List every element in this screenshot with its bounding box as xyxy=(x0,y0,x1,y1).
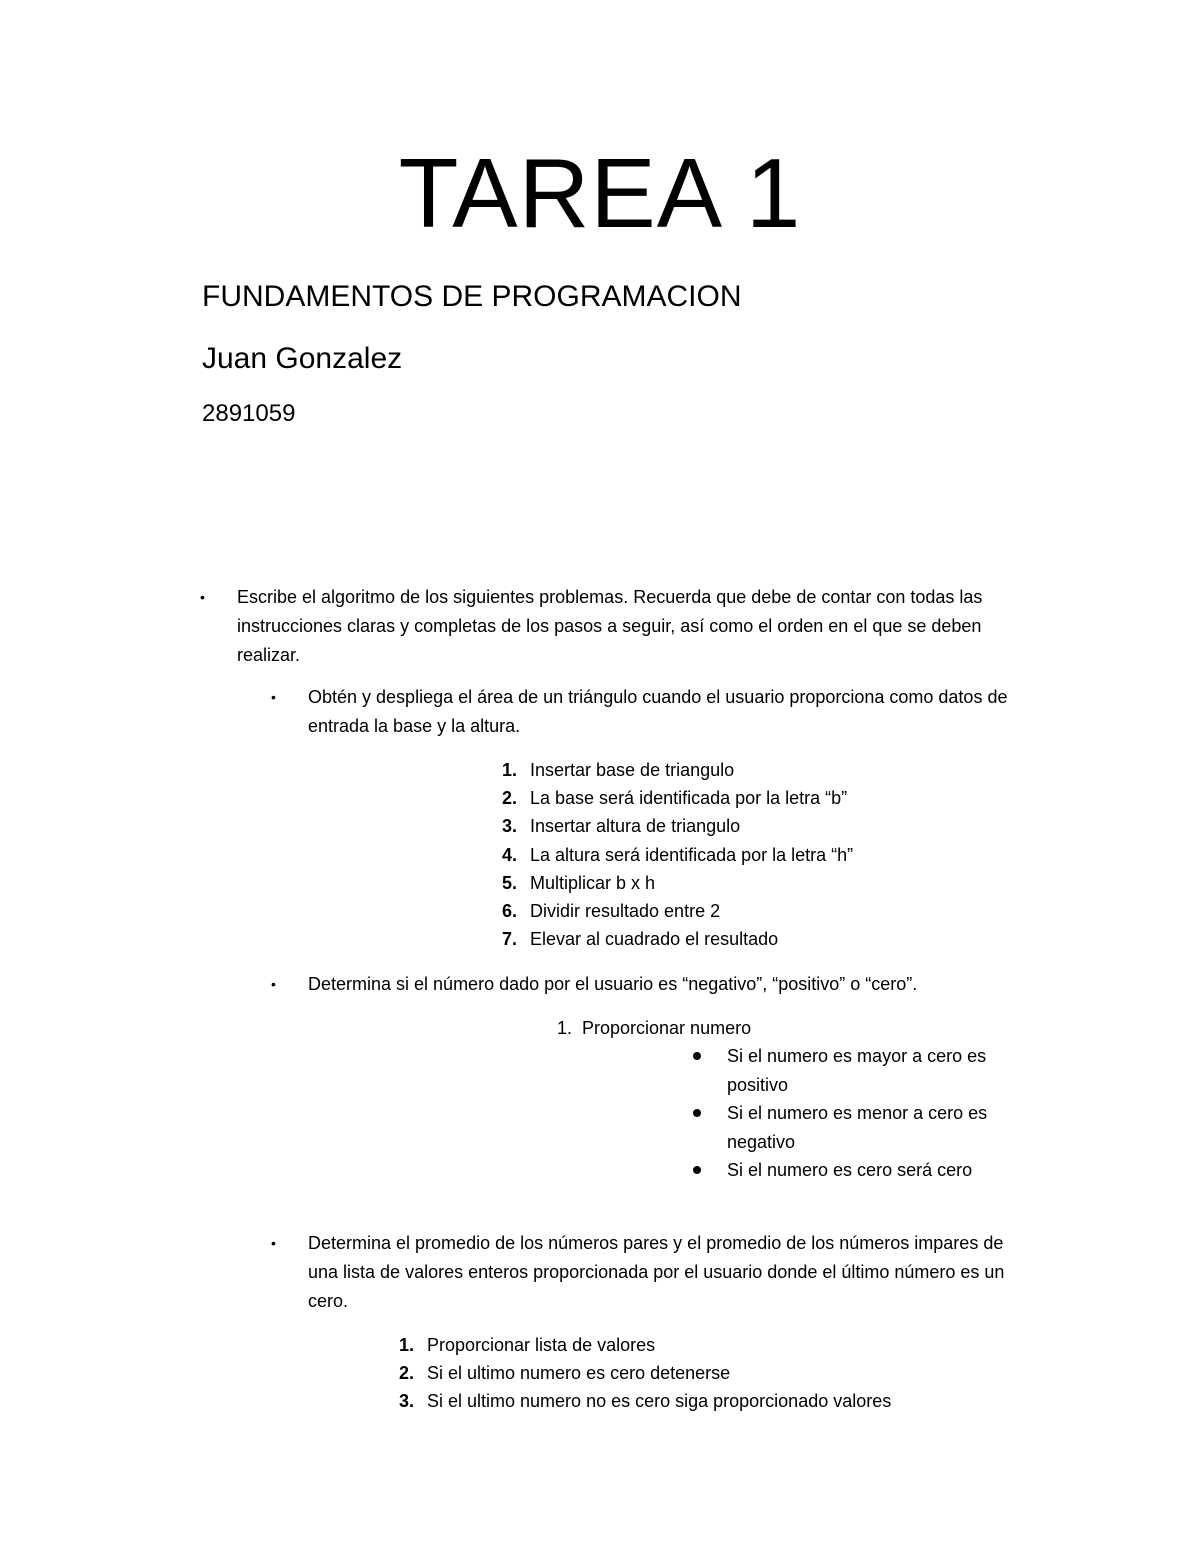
list-item: 3. Si el ultimo numero no es cero siga proporcionado valores xyxy=(398,1391,892,1412)
problem-3-steps xyxy=(398,1331,892,1416)
list-item: Si el numero es mayor a cero es positivo xyxy=(727,1042,1027,1099)
list-item: 6. Dividir resultado entre 2 xyxy=(501,900,721,921)
problem-3-text: Determina el promedio de los números pares y el promedio de los números impares de una lista de valores enteros proporcionada por el usuario donde el último número es un cero. xyxy=(308,1233,1005,1311)
bullet-icon: • xyxy=(271,689,276,705)
list-item: 2. La base será identificada por la letra “b” xyxy=(501,788,848,809)
bullet-dot-icon xyxy=(693,1166,701,1174)
list-item: Si el numero es cero será cero xyxy=(727,1156,1027,1185)
list-item: 3. Insertar altura de triangulo xyxy=(501,816,741,837)
list-item: 1. Proporcionar numero xyxy=(556,1018,752,1038)
list-item: 4. La altura será identificada por la letra “h” xyxy=(501,844,854,865)
problem-1-text: Obtén y despliega el área de un triángulo cuando el usuario proporciona como datos de entrada la base y la altura. xyxy=(308,687,1008,736)
intro-text: Escribe el algoritmo de los siguientes problemas. Recuerda que debe de contar con todas las instrucciones claras y completas de los pasos a seguir, así como el orden en el que se deben realizar. xyxy=(237,587,983,665)
bullet-icon: • xyxy=(271,1235,276,1251)
bullet-dot-icon xyxy=(693,1052,701,1060)
subject-heading: FUNDAMENTOS DE PROGRAMACION xyxy=(202,280,742,313)
list-item: 2. Si el ultimo numero es cero detenerse xyxy=(398,1363,731,1384)
document-title: TAREA 1 xyxy=(398,138,802,248)
list-item: 1. Insertar base de triangulo xyxy=(501,760,735,780)
list-item: 1. Proporcionar lista de valores xyxy=(398,1335,656,1355)
problem-1-steps xyxy=(501,756,854,953)
bullet-icon: • xyxy=(271,976,276,992)
bullet-dot-icon xyxy=(693,1109,701,1117)
problem-2-conditions xyxy=(727,1042,1027,1185)
problem-2-text: Determina si el número dado por el usuario es “negativo”, “positivo” o “cero”. xyxy=(308,974,918,994)
bullet-icon: • xyxy=(200,589,205,605)
student-id: 2891059 xyxy=(202,400,296,427)
list-item: Si el numero es menor a cero es negativo xyxy=(727,1099,1027,1156)
list-item: 7. Elevar al cuadrado el resultado xyxy=(501,929,779,950)
problem-2-steps xyxy=(556,1014,752,1042)
student-name: Juan Gonzalez xyxy=(202,342,403,375)
list-item: 5. Multiplicar b x h xyxy=(501,872,656,893)
